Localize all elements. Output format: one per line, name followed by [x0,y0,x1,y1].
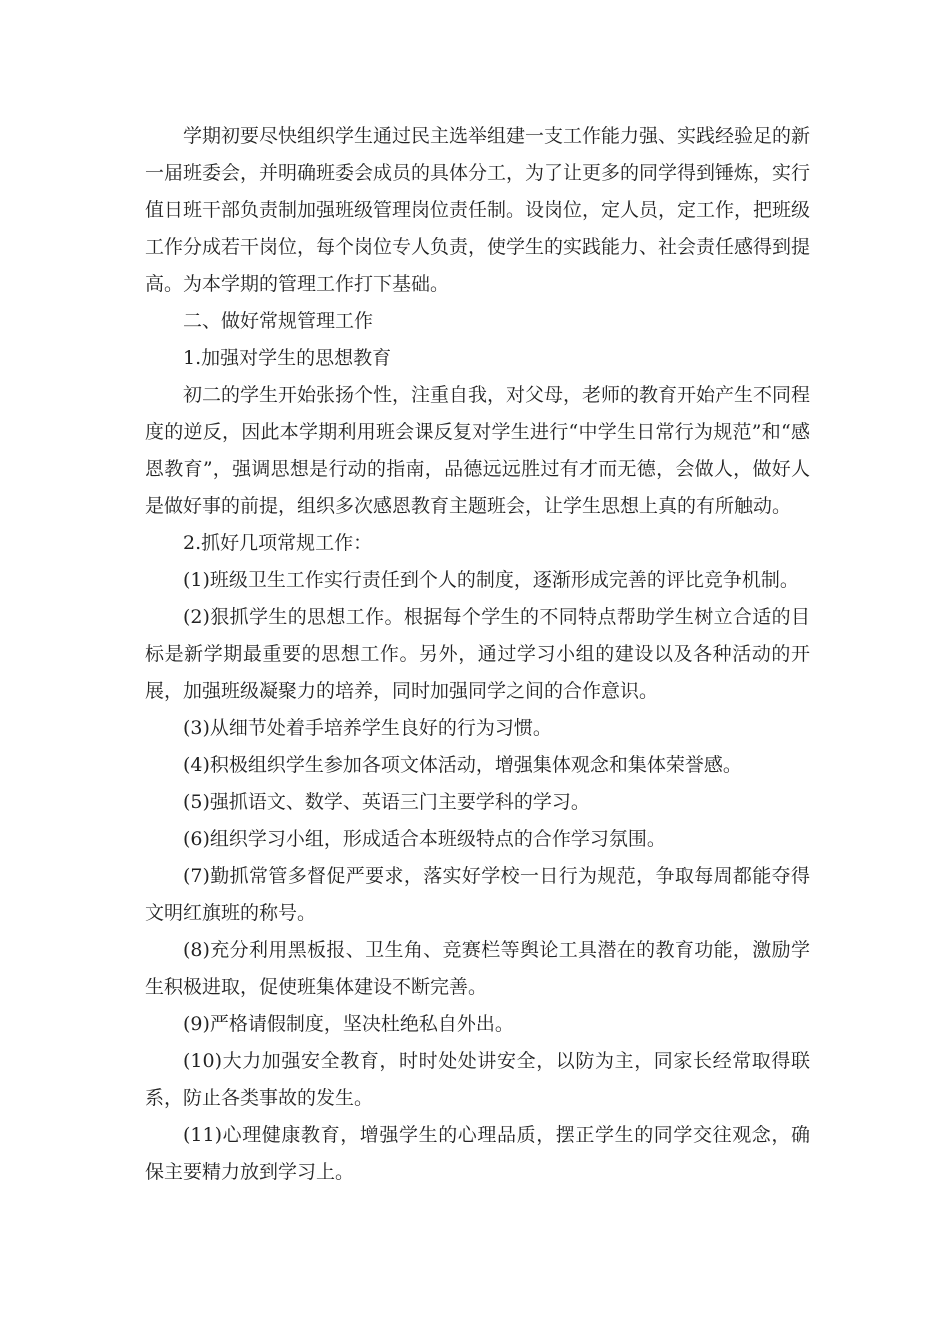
list-item-3: (3)从细节处着手培养学生良好的行为习惯。 [183,717,552,739]
document-body [145,118,810,1191]
list-item-5: (5)强抓语文、数学、英语三门主要学科的学习。 [183,791,590,813]
list-item-9: (9)严格请假制度，坚决杜绝私自外出。 [183,1013,514,1035]
list-item-10: (10)大力加强安全教育，时时处处讲安全，以防为主，同家长经常取得联系，防止各类事故的发生。 [145,1050,810,1109]
subheading-routine-tasks: 2.抓好几项常规工作： [183,532,373,554]
list-item-1: (1)班级卫生工作实行责任到个人的制度，逐渐形成完善的评比竞争机制。 [183,569,799,591]
list-item-6: (6)组织学习小组，形成适合本班级特点的合作学习氛围。 [183,828,666,850]
heading-routine-management: 二、做好常规管理工作 [183,310,374,332]
paragraph-ideological-education: 初二的学生开始张扬个性，注重自我，对父母，老师的教育开始产生不同程度的逆反，因此本学期利用班会课反复对学生进行“中学生日常行为规范”和“感恩教育”，强调思想是行动的指南，品德远远胜过有才而无德，会做人，做好人是做好事的前提，组织多次感恩教育主题班会，让学生思想上真的有所触动。 [145,384,811,517]
list-item-7: (7)勤抓常管多督促严要求，落实好学校一日行为规范，争取每周都能夺得文明红旗班的称号。 [145,865,810,924]
list-item-8: (8)充分利用黑板报、卫生角、竞赛栏等舆论工具潜在的教育功能，激励学生积极进取，促使班集体建设不断完善。 [145,939,810,998]
subheading-ideological-education: 1.加强对学生的思想教育 [183,347,392,369]
list-item-4: (4)积极组织学生参加各项文体活动，增强集体观念和集体荣誉感。 [183,754,742,776]
paragraph-class-committee: 学期初要尽快组织学生通过民主选举组建一支工作能力强、实践经验足的新一届班委会，并明确班委会成员的具体分工，为了让更多的同学得到锤炼，实行值日班干部负责制加强班级管理岗位责任制。设岗位，定人员，定工作，把班级工作分成若干岗位，每个岗位专人负责，使学生的实践能力、社会责任感得到提高。为本学期的管理工作打下基础。 [145,125,811,295]
list-item-11: (11)心理健康教育，增强学生的心理品质，摆正学生的同学交往观念，确保主要精力放到学习上。 [145,1124,810,1183]
list-item-2: (2)狠抓学生的思想工作。根据每个学生的不同特点帮助学生树立合适的目标是新学期最重要的思想工作。另外，通过学习小组的建设以及各种活动的开展，加强班级凝聚力的培养，同时加强同学之间的合作意识。 [145,606,810,702]
